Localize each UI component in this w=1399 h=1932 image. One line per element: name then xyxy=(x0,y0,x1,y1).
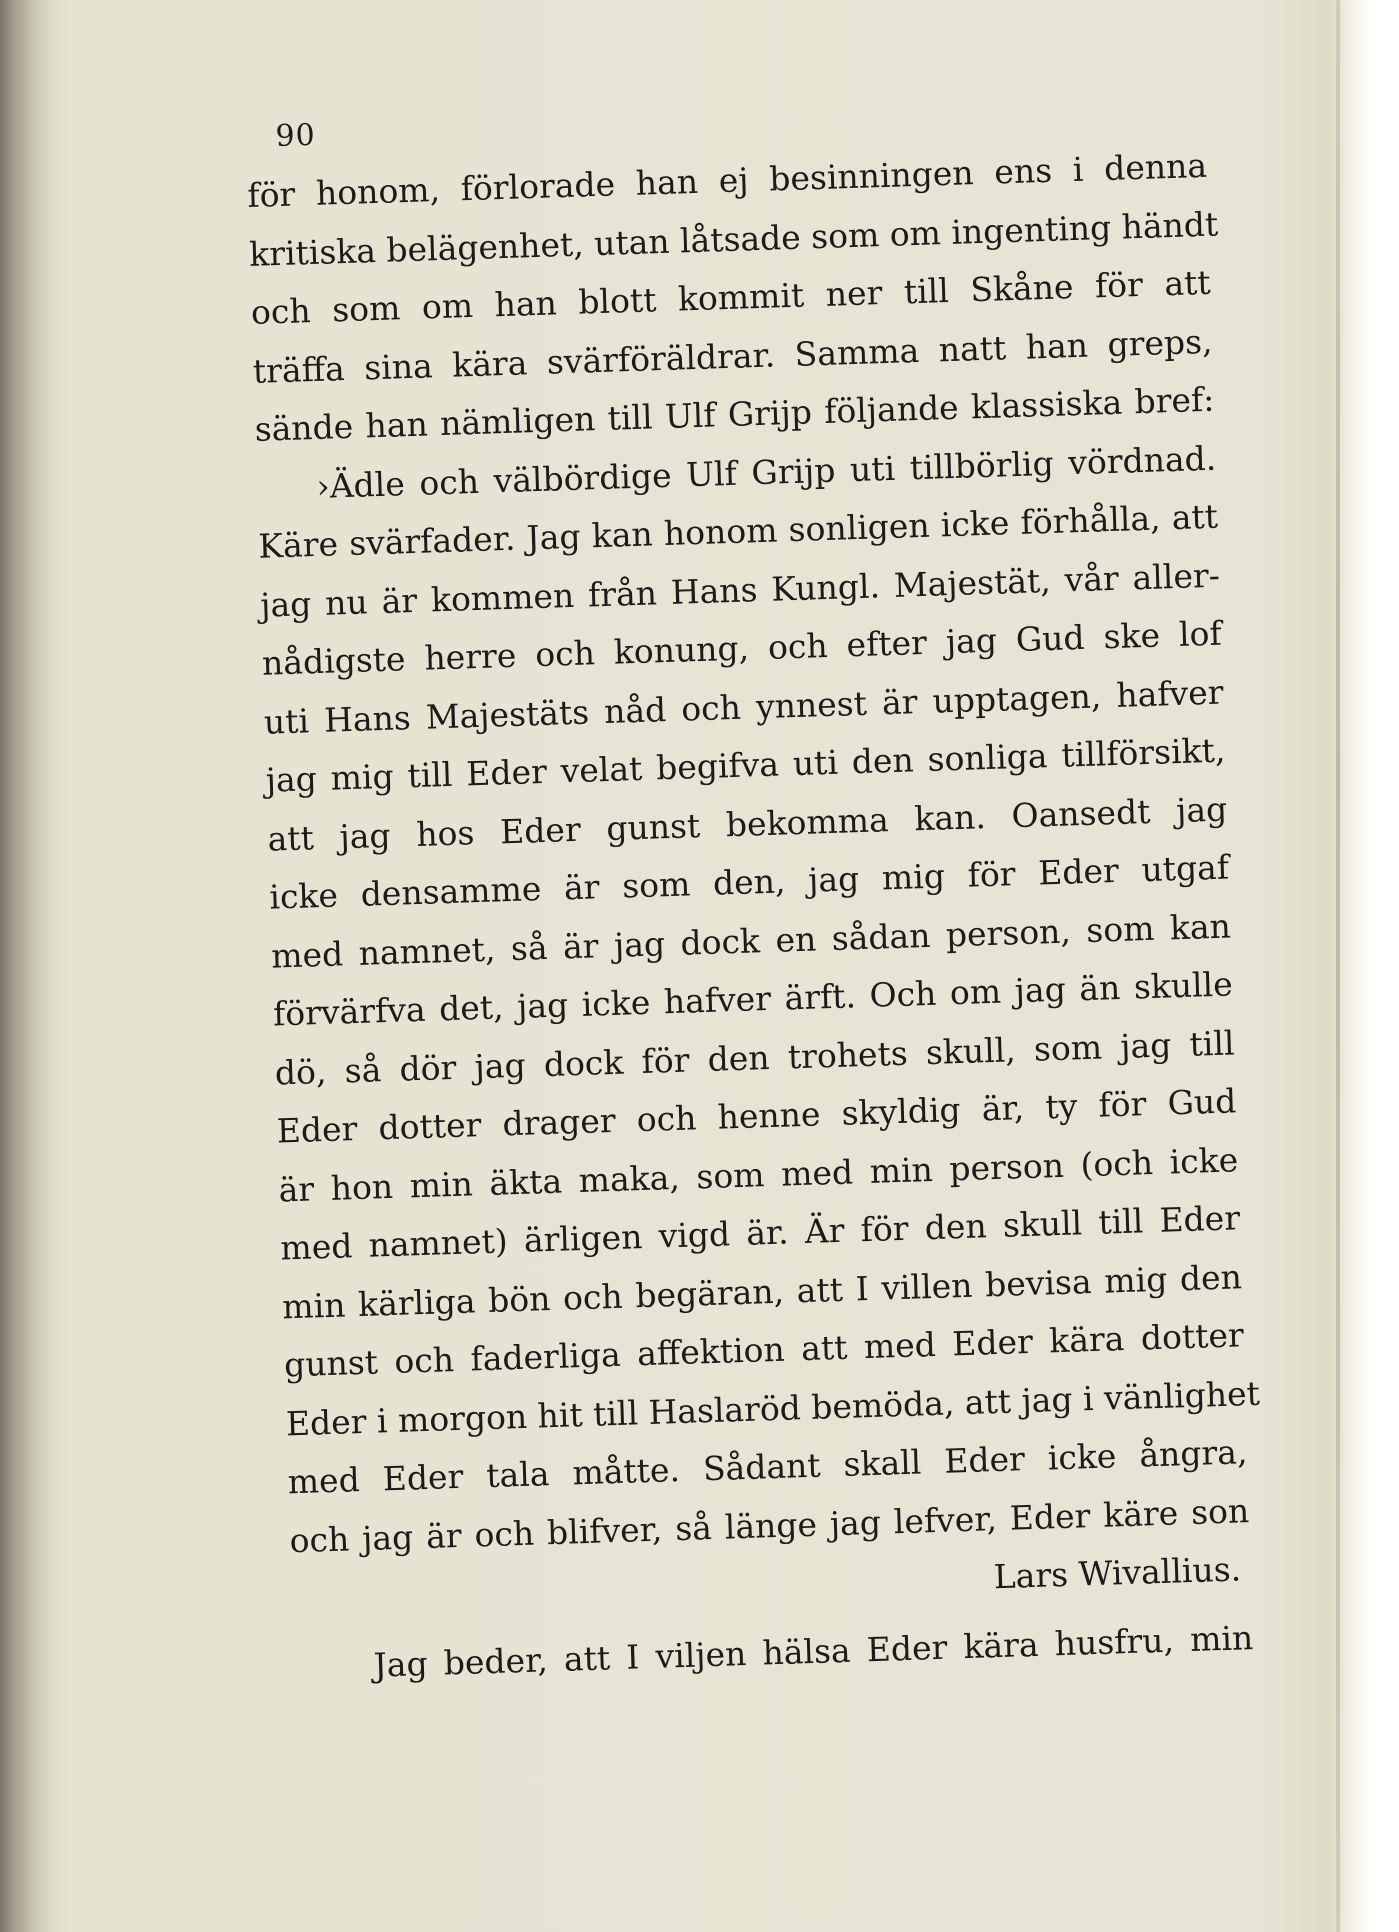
text-line: och som om han blott kommit ner till Skåne för att xyxy=(250,262,1212,332)
book-gutter-shadow xyxy=(0,0,60,1932)
text-line: att jag hos Eder gunst bekomma kan. Oansedt jag xyxy=(266,789,1228,859)
text-line: för honom, förlorade han ej besinningen ens i denna xyxy=(246,145,1208,215)
text-line: träffa sina kära svärföräldrar. Samma natt han greps, xyxy=(252,321,1214,391)
text-line: med Eder tala måtte. Sådant skall Eder icke ångra, xyxy=(287,1432,1248,1502)
page-number: 90 xyxy=(274,117,317,155)
text-line: jag mig till Eder velat begifva uti den sonliga tillförsikt, xyxy=(265,730,1226,800)
text-line: sände han nämligen till Ulf Grijp följande klassiska bref: xyxy=(254,379,1215,449)
text-line: Eder dotter drager och henne skyldig är, ty för Gud xyxy=(276,1081,1237,1151)
page-edge xyxy=(1336,0,1340,1932)
text-line: med namnet) ärligen vigd är. Är för den skull till Eder xyxy=(279,1198,1241,1268)
text-line: uti Hans Majestäts nåd och ynnest är upptagen, hafver xyxy=(263,672,1225,742)
text-line: med namnet, så är jag dock en sådan person, som kan xyxy=(270,905,1232,976)
text-line: dö, så dör jag dock för den trohets skull, som jag till xyxy=(274,1022,1236,1093)
closing-paragraph-line: Jag beder, att I viljen hälsa Eder kära husfru, min xyxy=(372,1617,1254,1685)
text-line: Käre svärfader. Jag kan honom sonligen icke förhålla, att xyxy=(257,496,1219,566)
text-line: förvärfva det, jag icke hafver ärft. Och om jag än skulle xyxy=(272,964,1234,1034)
text-line: kritiska belägenhet, utan låtsade som om ingenting händt xyxy=(248,203,1219,274)
text-line: är hon min äkta maka, som med min person (och icke xyxy=(277,1139,1239,1209)
text-line: nådigste herre och konung, och efter jag Gud ske lof xyxy=(261,613,1223,683)
text-line: gunst och faderliga affektion att med Eder kära dotter xyxy=(283,1315,1245,1385)
letter-signature: Lars Wivallius. xyxy=(993,1549,1242,1597)
text-line: Eder i morgon hit till Haslaröd bemöda, att jag i vänlighet xyxy=(285,1373,1261,1443)
text-line: min kärliga bön och begäran, att I villen bevisa mig den xyxy=(281,1256,1243,1326)
text-line: icke densamme är som den, jag mig för Eder utgaf xyxy=(268,847,1230,917)
page-text-block xyxy=(245,90,1261,1697)
text-line: och jag är och blifver, så länge jag lefver, Eder käre son xyxy=(289,1490,1250,1560)
text-line: jag nu är kommen från Hans Kungl. Majestät, vår aller- xyxy=(259,555,1221,625)
letter-opening-line: ›Ädle och välbördige Ulf Grijp uti tillbörlig vördnad. xyxy=(315,438,1217,506)
